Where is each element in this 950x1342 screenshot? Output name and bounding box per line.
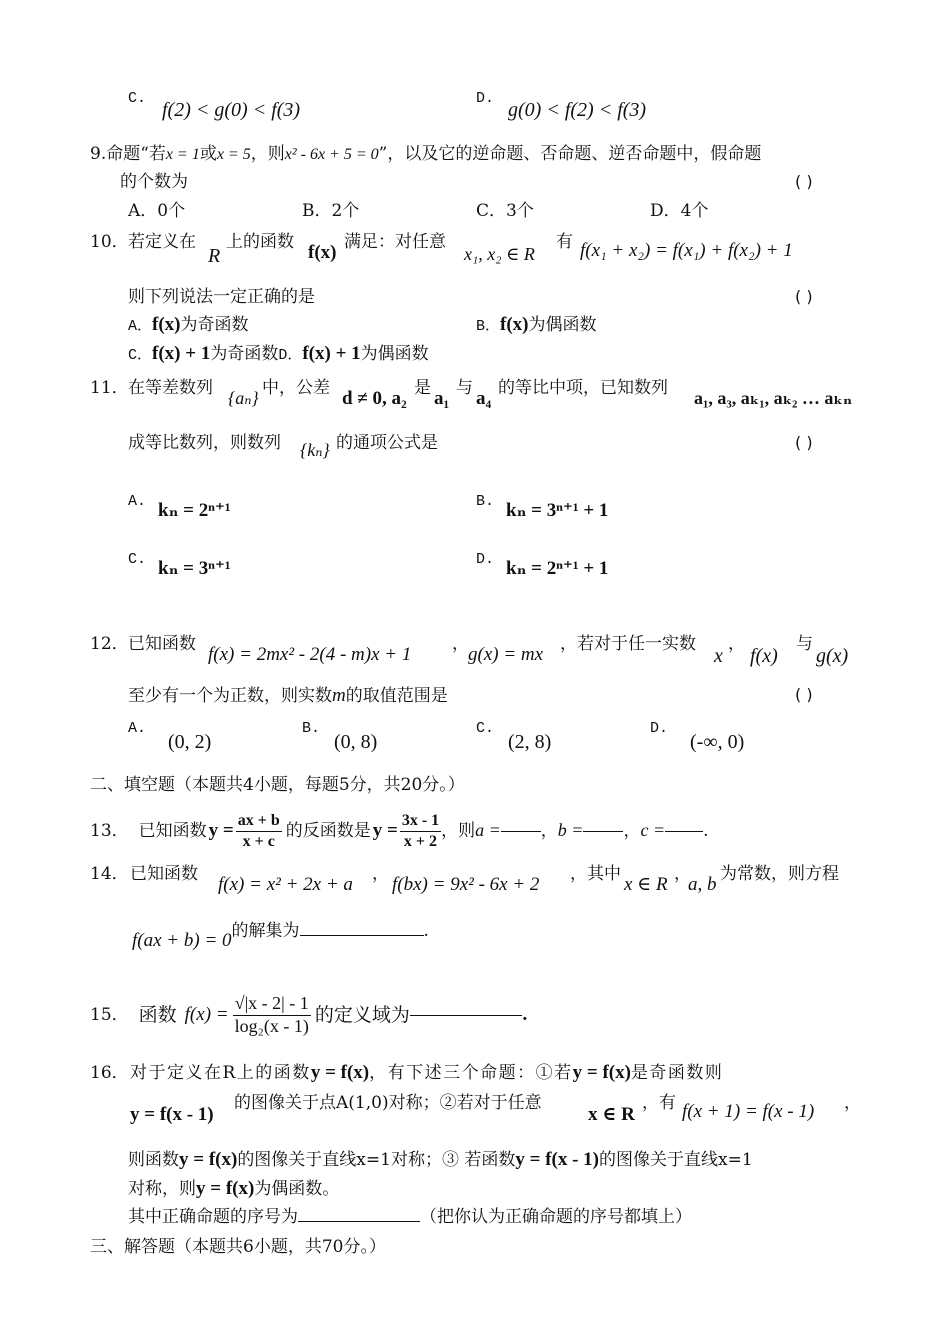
q15-fraction xyxy=(233,993,311,1037)
q9-option-d: D．4个 xyxy=(650,201,709,221)
q16-line4-b: 为偶函数。 xyxy=(254,1179,340,1199)
q10-option-b-label: B． xyxy=(476,318,501,335)
q14-text-c: 为常数，则方程 xyxy=(720,864,839,884)
q11-text-b: 中，公差 xyxy=(262,378,330,398)
q9-then: ，则 xyxy=(250,144,285,164)
q16-line1-b: ，有下述三个命题：①若 xyxy=(369,1063,573,1083)
q10-option-c-math: f(x) + 1 xyxy=(152,343,211,364)
q16-math-yfx-2: y = f(x) xyxy=(572,1062,631,1083)
q16-math-yfx: y = f(x) xyxy=(310,1062,370,1083)
q12-option-d-label: D. xyxy=(650,720,669,737)
q9-math-equation: x² - 6x + 5 = 0 xyxy=(284,146,379,163)
q11-math-a1: a₁ xyxy=(434,388,450,409)
q12-option-a-formula: (0, 2) xyxy=(168,731,212,753)
q13-var-a: a = xyxy=(475,820,501,841)
q13-blank-a[interactable] xyxy=(501,831,541,832)
q16-line3 xyxy=(128,1149,753,1172)
q9-stem-start: 9.命题“若 xyxy=(90,144,166,164)
q12-option-a-label: A. xyxy=(128,720,147,737)
q16-line5-a: 其中正确命题的序号为 xyxy=(128,1207,298,1227)
q11-text-e: 的等比中项，已知数列 xyxy=(498,378,668,398)
q13-line xyxy=(90,806,709,856)
q16-answer-blank[interactable] xyxy=(298,1221,420,1222)
q14-end: . xyxy=(423,921,429,941)
q13-blank-b[interactable] xyxy=(583,831,623,832)
q13-sep-1: ， xyxy=(540,820,558,841)
q14-line2-text: 的解集为 xyxy=(231,921,300,941)
q13-fraction-1-denominator: x + c xyxy=(242,832,275,850)
q15-math-f: f(x) = xyxy=(184,1003,229,1025)
q15-end: . xyxy=(521,1004,528,1025)
q9-option-b: B．2个 xyxy=(302,201,360,221)
q16-line2-a: 的图像关于点A(1,0)对称；②若对于任意 xyxy=(234,1093,542,1113)
q10-option-d-math: f(x) + 1 xyxy=(302,343,361,364)
q15-numerator: √|x - 2| - 1 xyxy=(233,993,311,1016)
q16-line1 xyxy=(130,1062,723,1085)
q15-denominator: log₂(x - 1) xyxy=(234,1015,309,1036)
q11-option-b-formula: kₙ = 3ⁿ⁺¹ + 1 xyxy=(506,500,609,521)
q8-option-c-label: C. xyxy=(128,90,147,107)
q13-end: . xyxy=(703,820,709,841)
q9-stem-line2: 的个数为 xyxy=(120,172,188,192)
q15-number: 15． xyxy=(90,1004,129,1025)
q14-math-ab: a, b xyxy=(688,874,717,895)
q11-option-d-label: D. xyxy=(476,551,495,568)
q12-line2-b: 的取值范围是 xyxy=(345,686,448,706)
q15-line xyxy=(90,982,528,1048)
q14-answer-blank[interactable] xyxy=(300,935,424,936)
q13-sep-2: ， xyxy=(623,820,641,841)
q11-answer-paren: ( ) xyxy=(795,433,813,452)
q10-text-c: 满足：对任意 xyxy=(344,232,446,252)
q10-math-xs: x₁, x₂ ∈ R xyxy=(464,244,535,264)
q12-option-b-formula: (0, 8) xyxy=(334,731,378,753)
q12-option-c-label: C. xyxy=(476,720,495,737)
q10-option-a-math: f(x) xyxy=(152,314,181,335)
q9-math-x5: x = 5 xyxy=(216,146,251,163)
section-3-heading: 三、解答题（本题共6小题，共70分。） xyxy=(90,1237,386,1257)
q9-or: 或 xyxy=(199,144,217,164)
q9-math-x1: x = 1 xyxy=(165,146,200,163)
q11-line2-b: 的通项公式是 xyxy=(336,433,438,453)
q10-line2: 则下列说法一定正确的是 xyxy=(128,287,315,307)
q12-line2 xyxy=(128,685,448,708)
q14-math-xr: x ∈ R xyxy=(624,874,668,895)
q11-text-c: 是 xyxy=(414,378,431,398)
q16-line4-a: 对称，则 xyxy=(128,1179,196,1199)
q16-line3-b: 的图像关于直线x=1对称；③ 若函数 xyxy=(237,1150,516,1170)
q16-line1-a: 对于定义在R上的函数 xyxy=(130,1063,311,1083)
q16-math-yfx-5: y = f(x) xyxy=(196,1178,255,1199)
q11-line2-a: 成等比数列，则数列 xyxy=(128,433,281,453)
q10-option-c-label: C． xyxy=(128,347,153,364)
q10-option-b-math: f(x) xyxy=(500,314,529,335)
q11-option-c-formula: kₙ = 3ⁿ⁺¹ xyxy=(158,558,231,579)
q16-line5 xyxy=(128,1207,692,1227)
q8-option-d-formula: g(0) < f(2) < f(3) xyxy=(508,99,647,121)
q16-math-equation: f(x + 1) = f(x - 1) xyxy=(682,1101,815,1122)
q14-math-fb: f(bx) = 9x² - 6x + 2 xyxy=(392,874,540,895)
q10-math-r: R xyxy=(208,245,221,267)
q13-text-b: 的反函数是 xyxy=(285,820,371,841)
q14-line2 xyxy=(132,920,429,951)
q12-math-g: g(x) = mx xyxy=(468,644,544,665)
q13-var-c: c = xyxy=(640,820,666,841)
q9-stem-line1 xyxy=(90,144,761,164)
q9-answer-paren: ( ) xyxy=(795,172,813,191)
q13-fraction-1 xyxy=(236,811,282,850)
q13-y-eq-2: y = xyxy=(372,819,398,841)
q8-option-c-formula: f(2) < g(0) < f(3) xyxy=(162,99,301,121)
q12-math-m: m xyxy=(332,685,346,706)
q16-math-xr: x ∈ R xyxy=(588,1104,635,1125)
q12-text-c: 与 xyxy=(796,634,813,654)
q16-line1-c: 是奇函数则 xyxy=(630,1063,724,1083)
q10-option-a-text: 为奇函数 xyxy=(180,315,249,335)
q9-option-a: A．0个 xyxy=(128,201,186,221)
q16-math-yfx-1: y = f(x - 1) xyxy=(130,1104,214,1125)
q11-option-a-formula: kₙ = 2ⁿ⁺¹ xyxy=(158,500,231,521)
q10-option-a xyxy=(128,314,249,337)
q10-option-b xyxy=(476,314,597,337)
q11-option-c-label: C. xyxy=(128,551,147,568)
q14-math-f: f(x) = x² + 2x + a xyxy=(218,874,353,895)
q10-answer-paren: ( ) xyxy=(795,287,813,306)
q10-option-a-label: A． xyxy=(128,318,153,335)
q12-answer-paren: ( ) xyxy=(795,685,813,704)
q14-comma1: ， xyxy=(372,864,389,884)
q10-option-d-text: 为偶函数 xyxy=(360,344,429,364)
q11-text-a: 在等差数列 xyxy=(128,378,213,398)
q16-number: 16． xyxy=(90,1063,129,1083)
q11-math-an: {aₙ} xyxy=(228,388,259,408)
q13-var-b: b = xyxy=(557,820,584,841)
q16-line3-a: 则函数 xyxy=(128,1150,179,1170)
q10-math-f: f(x) xyxy=(308,242,337,263)
q11-math-kn: {kₙ} xyxy=(300,440,330,460)
q12-math-fx: f(x) xyxy=(750,645,778,667)
q13-text-c: ，则 xyxy=(441,820,476,841)
q16-line2-b: ，有 xyxy=(642,1093,676,1113)
q10-option-d-label: D． xyxy=(278,347,303,364)
q12-line2-a: 至少有一个为正数，则实数 xyxy=(128,686,332,706)
q12-comma1: ， xyxy=(452,634,469,654)
q14-text-b: ，其中 xyxy=(570,864,621,884)
q10-text-b: 上的函数 xyxy=(226,232,294,252)
q9-stem-end: ”，以及它的逆命题、否命题、逆否命题中，假命题 xyxy=(378,144,762,164)
q12-comma2: ， xyxy=(728,634,745,654)
q12-option-b-label: B. xyxy=(302,720,321,737)
q13-fraction-2-denominator: x + 2 xyxy=(403,832,438,850)
q10-text-d: 有 xyxy=(556,232,573,252)
q14-text-a: 已知函数 xyxy=(130,864,198,884)
q12-math-x: x xyxy=(714,645,723,667)
q13-y-eq: y = xyxy=(208,819,234,841)
q13-fraction-1-numerator: ax + b xyxy=(236,811,282,831)
q10-number: 10． xyxy=(90,232,129,252)
q12-option-c-formula: (2, 8) xyxy=(508,731,552,753)
q10-options-cd xyxy=(128,343,429,366)
q10-text-a: 若定义在 xyxy=(128,232,196,252)
q11-math-a4: a₄ xyxy=(476,388,492,409)
section-2-heading: 二、填空题（本题共4小题，每题5分，共20分。） xyxy=(90,775,465,795)
q13-fraction-2 xyxy=(400,811,441,850)
q14-math-equation: f(ax + b) = 0 xyxy=(132,930,232,951)
q10-option-b-text: 为偶函数 xyxy=(528,315,597,335)
q14-number: 14． xyxy=(90,864,129,884)
q10-option-c-text: 为奇函数 xyxy=(210,344,279,364)
q12-text-a: 已知函数 xyxy=(128,634,196,654)
q11-math-sequence: a₁, a₃, aₖ₁, aₖ₂ … aₖₙ xyxy=(694,388,853,408)
q11-option-b-label: B. xyxy=(476,493,495,510)
q12-math-f: f(x) = 2mx² - 2(4 - m)x + 1 xyxy=(208,644,412,665)
q11-option-a-label: A. xyxy=(128,493,147,510)
q8-option-d-label: D. xyxy=(476,90,495,107)
q15-text-b: 的定义域为 xyxy=(314,1003,410,1026)
q14-comma2: ， xyxy=(674,864,691,884)
q9-option-c: C．3个 xyxy=(476,201,534,221)
q12-text-b: ，若对于任一实数 xyxy=(560,634,696,654)
q10-math-equation: f(x₁ + x₂) = f(x₁) + f(x₂) + 1 xyxy=(580,240,793,261)
q13-fraction-2-numerator: 3x - 1 xyxy=(400,811,441,831)
q12-option-d-formula: (-∞, 0) xyxy=(690,731,745,753)
q13-number: 13． xyxy=(90,820,129,841)
q11-number: 11． xyxy=(90,378,129,398)
q12-number: 12． xyxy=(90,634,129,654)
q16-line4 xyxy=(128,1178,339,1201)
q15-answer-blank[interactable] xyxy=(410,1015,522,1016)
q16-line3-c: 的图像关于直线x=1 xyxy=(599,1150,753,1170)
q11-math-d: d ≠ 0, a₂ xyxy=(342,388,407,409)
q16-comma: ， xyxy=(844,1093,861,1113)
q13-blank-c[interactable] xyxy=(665,831,703,832)
q16-line5-b: （把你认为正确命题的序号都填上） xyxy=(420,1207,692,1227)
q12-math-gx: g(x) xyxy=(816,645,849,667)
q11-option-d-formula: kₙ = 2ⁿ⁺¹ + 1 xyxy=(506,558,609,579)
q15-text-a: 函数 xyxy=(138,1003,177,1026)
q16-math-yfx-4: y = f(x - 1) xyxy=(515,1149,600,1170)
q13-text-a: 已知函数 xyxy=(138,820,207,841)
q16-math-yfx-3: y = f(x) xyxy=(179,1149,238,1170)
q11-text-d: 与 xyxy=(456,378,473,398)
